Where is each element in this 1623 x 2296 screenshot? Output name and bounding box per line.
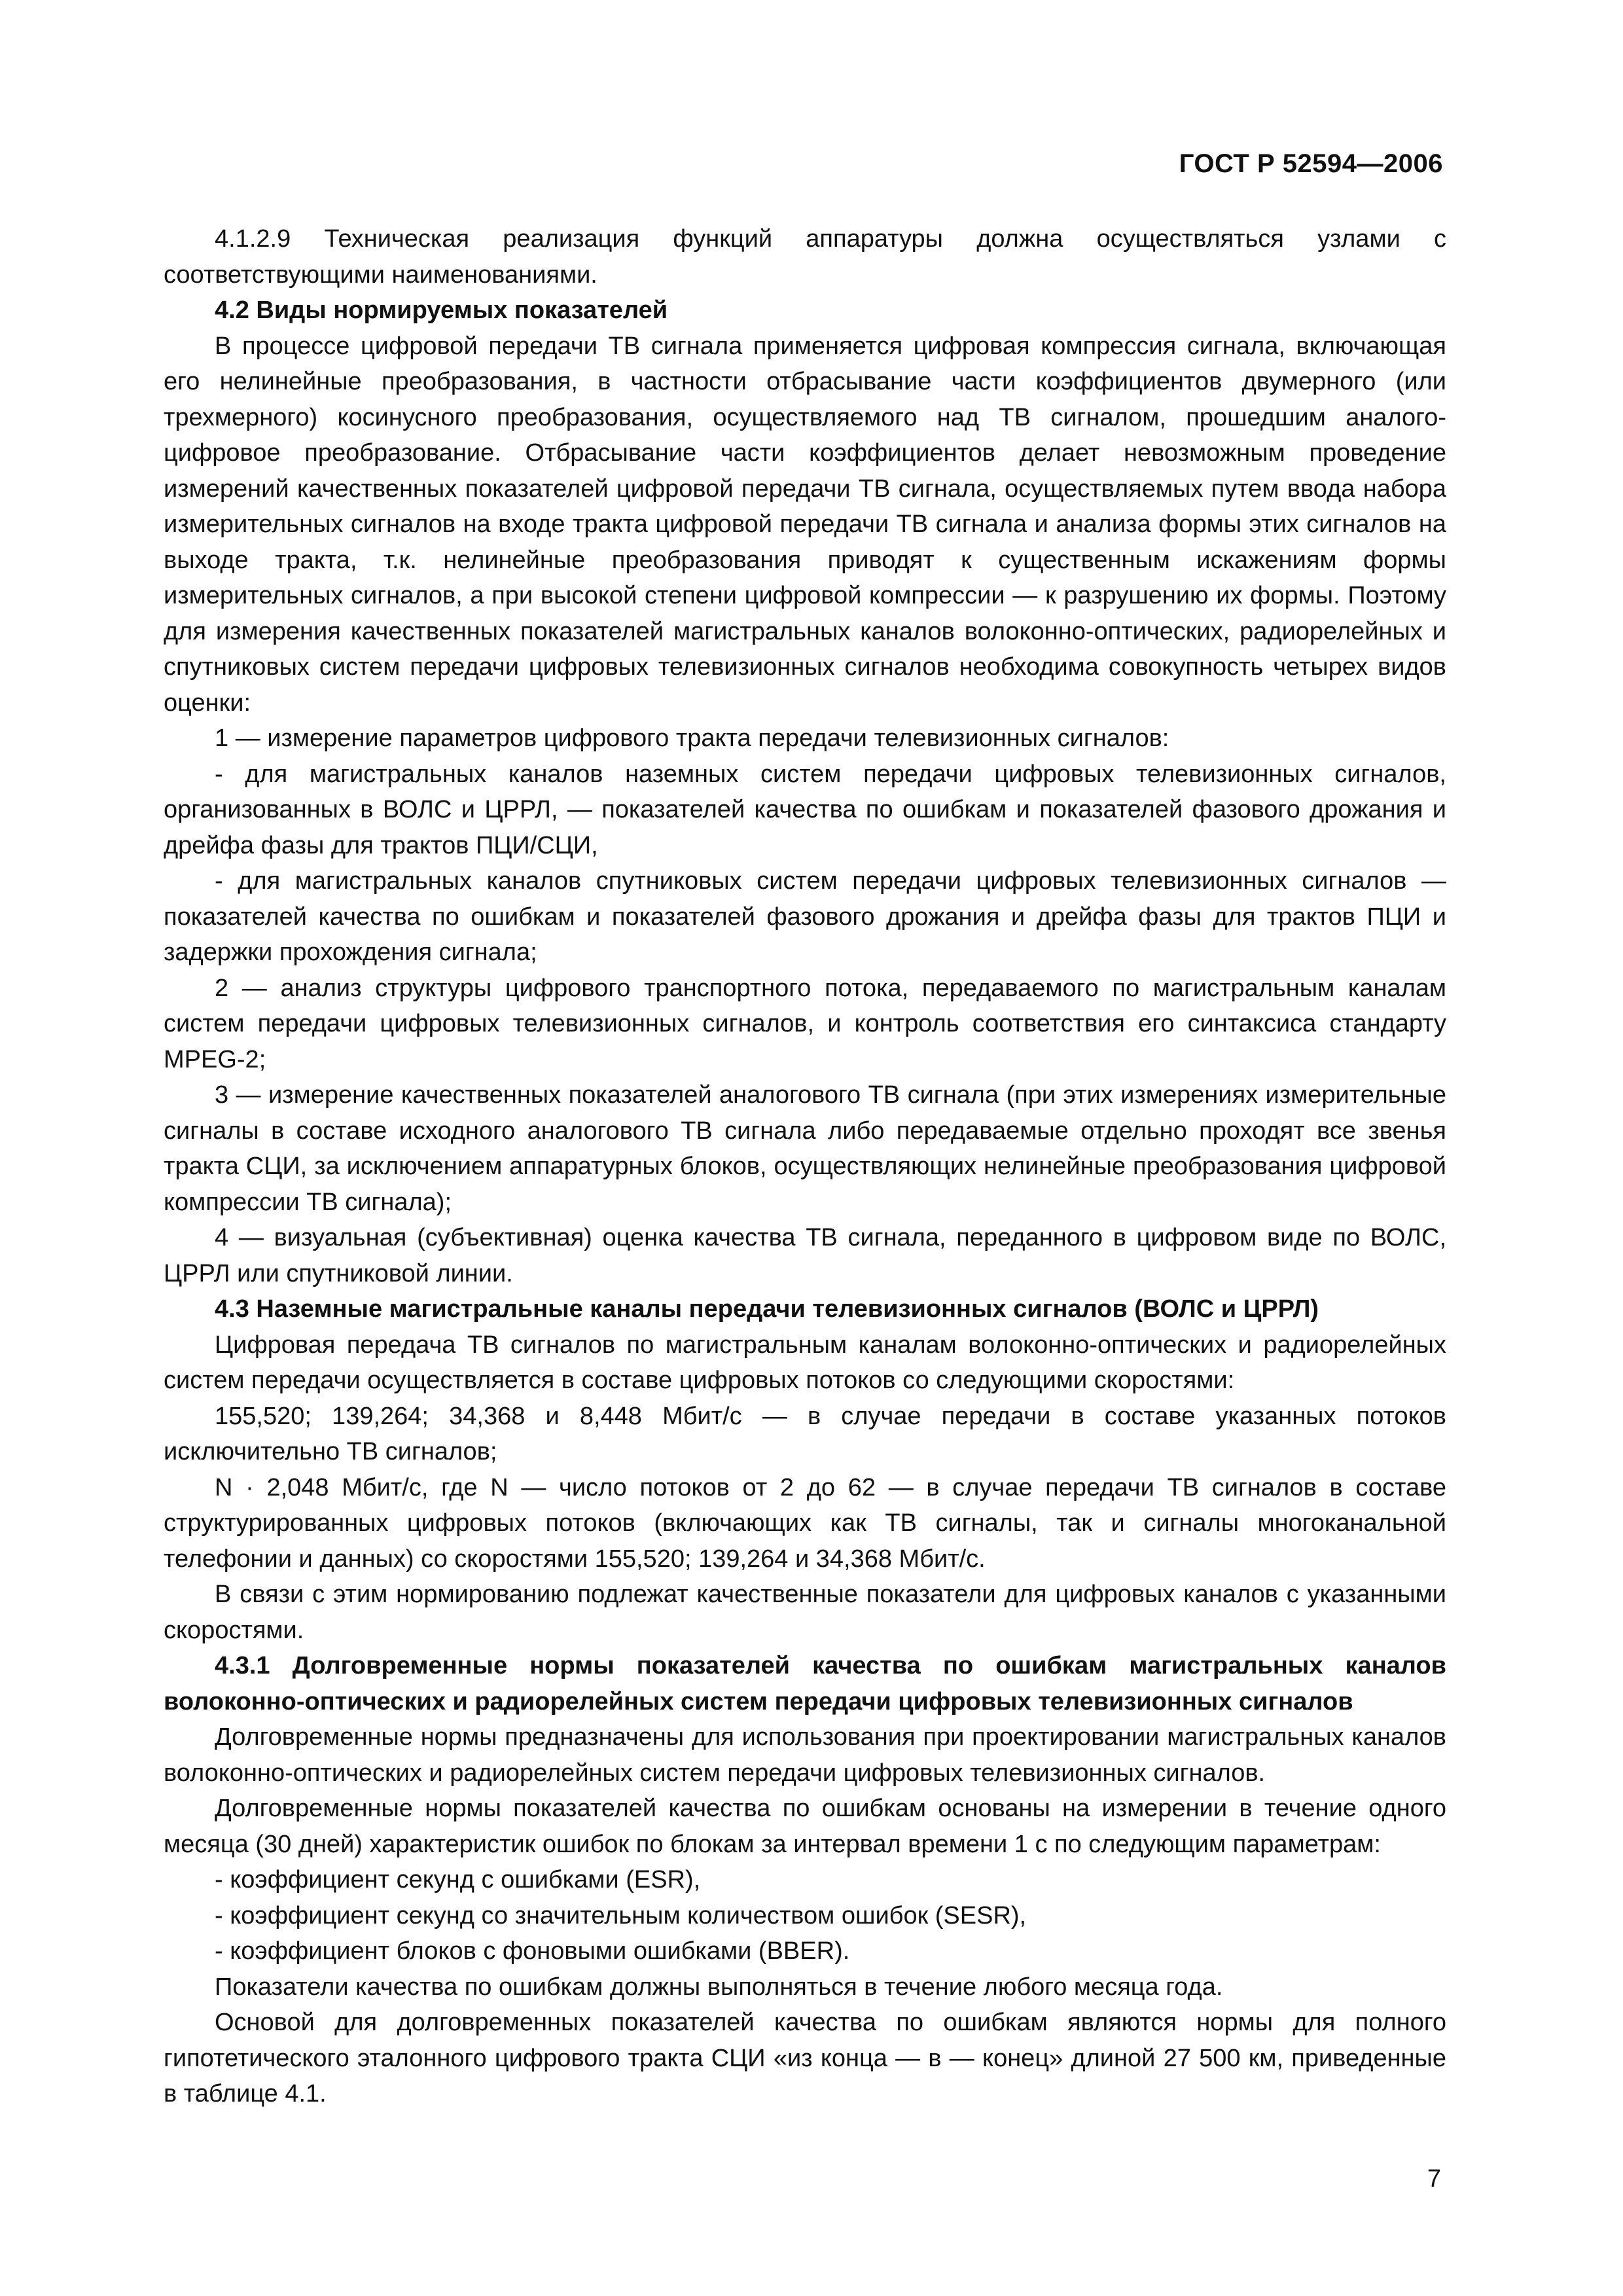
- document-body: [164, 221, 1446, 2112]
- paragraph-reference-path: Основой для долговременных показателей качества по ошибкам являются нормы для полного гипотетического эталонного цифрового тракта СЦИ «из конца — в — конец» длиной 27 500 км, приведенные в таблице 4.1.: [164, 2009, 1446, 2108]
- list-item-esr: - коэффициент секунд с ошибками (ESR),: [215, 1866, 701, 1893]
- list-item-1: 1 — измерение параметров цифрового тракта передачи телевизионных сигналов:: [215, 725, 1169, 752]
- list-item-bber: - коэффициент блоков с фоновыми ошибками (BBER).: [215, 1937, 850, 1965]
- paragraph-rates: 155,520; 139,264; 34,368 и 8,448 Мбит/с — в случае передачи в составе указанных потоков исключительно ТВ сигналов;: [164, 1402, 1446, 1465]
- page-number: 7: [1427, 2165, 1441, 2193]
- list-item-sesr: - коэффициент секунд со значительным количеством ошибок (SESR),: [215, 1901, 1027, 1929]
- paragraph-4-1-2-9: 4.1.2.9 Техническая реализация функций аппаратуры должна осуществляться узлами с соответствующими наименованиями.: [164, 225, 1446, 289]
- list-item-3: 3 — измерение качественных показателей аналогового ТВ сигнала (при этих измерениях измерительные сигналы в составе исходного аналогового ТВ сигнала либо передаваемые отдельно проходят все звенья тракта СЦИ, за исключением аппаратурных блоков, осуществляющих нелинейные преобразования цифровой компрессии ТВ сигнала);: [164, 1081, 1446, 1216]
- paragraph-measurement-basis: Долговременные нормы показателей качества по ошибкам основаны на измерении в течение одного месяца (30 дней) характеристик ошибок по блокам за интервал времени 1 с по следующим параметрам:: [164, 1795, 1446, 1858]
- list-item-4: 4 — визуальная (субъективная) оценка качества ТВ сигнала, переданного в цифровом виде по ВОЛС, ЦРРЛ или спутниковой линии.: [164, 1224, 1446, 1287]
- paragraph-structured-streams: N · 2,048 Мбит/с, где N — число потоков от 2 до 62 — в случае передачи ТВ сигналов в составе структурированных цифровых потоков (включающих как ТВ сигналы, так и сигналы многоканальной телефонии и данных) со скоростями 155,520; 139,264 и 34,368 Мбит/с.: [164, 1473, 1446, 1573]
- paragraph-normalization: В связи с этим нормированию подлежат качественные показатели для цифровых каналов с указанными скоростями.: [164, 1581, 1446, 1644]
- document-code: ГОСТ Р 52594—2006: [1179, 149, 1443, 178]
- paragraph-any-month: Показатели качества по ошибкам должны выполняться в течение любого месяца года.: [215, 1973, 1223, 2001]
- section-heading-4-3: 4.3 Наземные магистральные каналы передачи телевизионных сигналов (ВОЛС и ЦРРЛ): [215, 1295, 1319, 1323]
- section-heading-4-3-1: 4.3.1 Долговременные нормы показателей качества по ошибкам магистральных каналов волоконно-оптических и радиорелейных систем передачи цифровых телевизионных сигналов: [164, 1652, 1446, 1715]
- list-subitem-satellite: - для магистральных каналов спутниковых систем передачи цифровых телевизионных сигналов — показателей качества по ошибкам и показателей фазового дрожания и дрейфа фазы для трактов ПЦИ и задержки прохождения сигнала;: [164, 867, 1446, 966]
- list-item-2: 2 — анализ структуры цифрового транспортного потока, передаваемого по магистральным каналам систем передачи цифровых телевизионных сигналов, и контроль соответствия его синтаксиса стандарту MPEG-2;: [164, 974, 1446, 1073]
- paragraph-digital-compression: В процессе цифровой передачи ТВ сигнала применяется цифровая компрессия сигнала, включающая его нелинейные преобразования, в частности отбрасывание части коэффициентов двумерного (или трехмерного) косинусного преобразования, осуществляемого над ТВ сигналом, прошедшим аналого-цифровое преобразование. Отбрасывание части коэффициентов делает невозможным проведение измерений качественных показателей цифровой передачи ТВ сигнала, осуществляемых путем ввода набора измерительных сигналов на входе тракта цифровой передачи ТВ сигнала и анализа формы этих сигналов на выходе тракта, т.к. нелинейные преобразования приводят к существенным искажениям формы измерительных сигналов, а при высокой степени цифровой компрессии — к разрушению их формы. Поэтому для измерения качественных показателей магистральных каналов волоконно-оптических, радиорелейных и спутниковых систем передачи цифровых телевизионных сигналов необходима совокупность четырех видов оценки:: [164, 332, 1446, 717]
- list-subitem-terrestrial: - для магистральных каналов наземных систем передачи цифровых телевизионных сигналов, организованных в ВОЛС и ЦРРЛ, — показателей качества по ошибкам и показателей фазового дрожания и дрейфа фазы для трактов ПЦИ/СЦИ,: [164, 760, 1446, 859]
- paragraph-digital-transmission: Цифровая передача ТВ сигналов по магистральным каналам волоконно-оптических и радиорелейных систем передачи осуществляется в составе цифровых потоков со следующими скоростями:: [164, 1331, 1446, 1394]
- paragraph-long-term-norms: Долговременные нормы предназначены для использования при проектировании магистральных каналов волоконно-оптических и радиорелейных систем передачи цифровых телевизионных сигналов.: [164, 1723, 1446, 1787]
- section-heading-4-2: 4.2 Виды нормируемых показателей: [215, 296, 668, 324]
